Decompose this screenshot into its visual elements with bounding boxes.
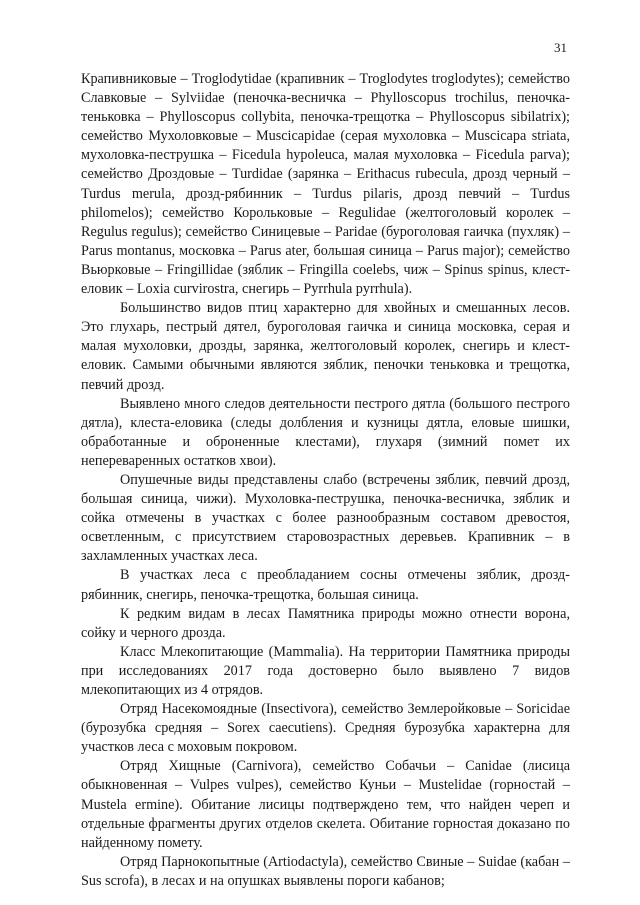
paragraph-rare-species: К редким видам в лесах Памятника природы можно отнести ворона, сойку и черного дрозда.: [81, 605, 570, 641]
page-number: 31: [554, 40, 567, 55]
paragraph-mammals-class: Класс Млекопитающие (Mammalia). На территории Памятника природы при исследованиях 2017 года достоверно было выявлено 7 видов млекопитающих из 4 отрядов.: [81, 643, 570, 698]
paragraph-forest-birds: Большинство видов птиц характерно для хвойных и смешанных лесов. Это глухарь, пестрый дятел, буроголовая гаичка и синица московка, серая и малая мухоловки, дрозды, зарянка, желтоголовый королек, снегирь и клест-еловик. Самыми обычными являются зяблик, пеночки теньковка и трещотка, певчий дрозд.: [81, 300, 570, 393]
paragraph-bird-families: Крапивниковые – Troglodytidae (крапивник – Troglodytes troglodytes); семейство Славковые – Sylviidae (пеночка-весничка – Phylloscopus trochilus, пеночка-теньковка – Phylloscopus collybita, пеночка-трещотка – Phylloscopus sibilatrix); семейство Мухоловковые – Muscicapidae (серая мухоловка – Muscicapa striata, мухоловка-пеструшка – Ficedula hypoleuca, малая мухоловка – Ficedula parva); семейство Дроздовые – Turdidae (зарянка – Erithacus rubecula, дрозд черный – Turdus merula, дрозд-рябинник – Turdus pilaris, дрозд певчий – Turdus philomelos); семейство Корольковые – Regulidae (желтоголовый королек – Regulus regulus); семейство Синицевые – Paridae (буроголовая гаичка (пухляк) – Parus montanus, московка – Parus ater, большая синица – Parus major); семейство Вьюрковые – Fringillidae (зяблик – Fringilla coelebs, чиж – Spinus spinus, клест-еловик – Loxia curvirostra, снегирь – Pyrrhula pyrrhula).: [81, 71, 570, 298]
paragraph-edge-species: Опушечные виды представлены слабо (встречены зяблик, певчий дрозд, большая синица, чижи). Мухоловка-пеструшка, пеночка-весничка, зяблик и сойка отмечены в участках с более разнообразным составом древостоя, осветленным, с присутствием старовозрастных деревьев. Крапивник – в захламленных участках леса.: [81, 471, 570, 565]
paragraph-carnivora: Отряд Хищные (Carnivora), семейство Собачьи – Canidae (лисица обыкновенная – Vulpes vulpes), семейство Куньи – Mustelidae (горностай – Mustela ermine). Обитание лисицы подтверждено тем, что найден череп и отдельные фрагменты других отделов скелета. Обитание горностая доказано по найденному помету.: [81, 758, 570, 851]
paragraph-insectivora: Отряд Насекомоядные (Insectivora), семейство Землеройковые – Soricidae (бурозубка средняя – Sorex caecutiens). Средняя бурозубка характерна для участков леса с моховым покровом.: [81, 701, 570, 756]
paragraph-artiodactyla: Отряд Парнокопытные (Artiodactyla), семейство Свиные – Suidae (кабан – Sus scrofa), в лесах и на опушках выявлены пороги кабанов;: [81, 853, 570, 889]
body-text: [81, 70, 570, 891]
paragraph-woodpecker-traces: Выявлено много следов деятельности пестрого дятла (большого пестрого дятла), клеста-еловика (следы долбления и кузницы дятла, еловые шишки, обработанные и оброненные клестами), глухаря (зимний помет их непереваренных остатков хвои).: [81, 395, 570, 469]
paragraph-pine-forest: В участках леса с преобладанием сосны отмечены зяблик, дрозд-рябинник, снегирь, пеночка-трещотка, большая синица.: [81, 567, 570, 603]
